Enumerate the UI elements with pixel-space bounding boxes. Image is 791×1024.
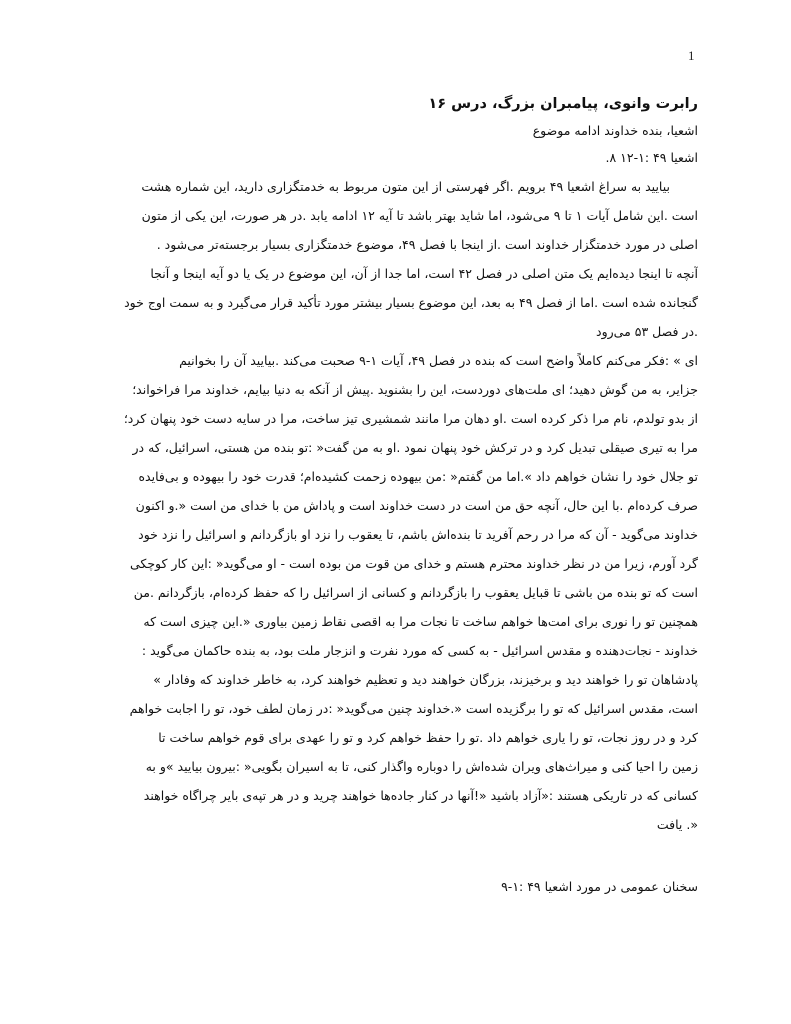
document-body <box>96 92 698 899</box>
text-line: کسانی که در تاریکی هستند :«آزاد باشید «!آنها در کنار جاده‌ها خواهند چرید و در هر تپه‌ی بایر چراگاه خواهند <box>143 788 698 803</box>
document-subtitle: اشعیا، بنده خداوند ادامه موضوع <box>532 123 698 138</box>
text-line: صرف کرده‌ام .با این حال، آنچه حق من است در دست خداوند است و پاداش من با خدای من است «.و اکنون <box>135 498 698 513</box>
section-heading: سخنان عمومی در مورد اشعیا ۴۹ :۱-۹ <box>501 879 698 894</box>
text-line: تو جلال خود را نشان خواهم داد ».اما من گفتم« :من بیهوده زحمت کشیده‌ام؛ قدرت خود را بیهوده و بی‌فایده <box>138 469 698 484</box>
text-line: اصلی در مورد خدمتگزار خداوند است .از اینجا با فصل ۴۹، موضوع خدمتگزاری بسیار برجسته‌تر می‌شود . <box>156 237 698 252</box>
paragraph-scripture-quote <box>96 346 698 839</box>
scripture-reference: اشعیا ۴۹ :۱-۱۲ ۸. <box>605 150 698 165</box>
text-line: گنجانده شده است .اما از فصل ۴۹ به بعد، این موضوع بسیار بیشتر مورد تأکید قرار می‌گیرد و به سمت اوج خود <box>124 295 698 310</box>
text-line: زمین را احیا کنی و میراث‌های ویران شده‌اش را دوباره واگذار کنی، تا به اسیران بگویی« :بیرون بیایید »و به <box>145 759 698 774</box>
text-line: ای » :فکر می‌کنم کاملاً واضح است که بنده در فصل ۴۹، آیات ۱-۹ صحبت می‌کند .بیایید آن را بخوانیم <box>179 353 698 368</box>
text-line: بیایید به سراغ اشعیا ۴۹ برویم .اگر فهرستی از این متون مربوط به خدمتگزاری دارید، این شماره هشت <box>141 179 670 194</box>
text-line: کرد و در روز نجات، تو را یاری خواهم داد .تو را حفظ خواهم کرد و تو را عهدی برای قوم خواهم ساخت تا <box>158 730 698 745</box>
text-line: گرد آورم، زیرا من در نظر خداوند محترم هستم و خدای من قوت من بوده است - او می‌گوید« :این کار کوچکی <box>130 556 698 571</box>
text-line: خداوند - نجات‌دهنده و مقدس اسرائیل - به کسی که مورد نفرت و انزجار ملت بود، به بنده حاکمان می‌گوید : <box>141 643 698 658</box>
text-line: است .این شامل آیات ۱ تا ۹ می‌شود، اما شاید بهتر باشد تا آیه ۱۲ ادامه یابد .در هر صورت، این یکی از متون <box>141 208 698 223</box>
text-line: «. یافت <box>656 817 698 832</box>
text-line: از بدو تولدم، نام مرا ذکر کرده است .او دهان مرا مانند شمشیری تیز ساخت، مرا در سایه دست خود پنهان کرد؛ <box>123 411 698 426</box>
text-line: همچنین تو را نوری برای امت‌ها خواهم ساخت تا نجات مرا به اقصی نقاط زمین بیاوری «.این چیزی است که <box>143 614 698 629</box>
text-line: .در فصل ۵۳ می‌رود <box>596 324 698 339</box>
text-line: پادشاهان تو را خواهند دید و برخیزند، بزرگان خواهند دید و تعظیم خواهند کرد، به خاطر خداوند که وفادار » <box>153 672 698 687</box>
page-number: 1 <box>688 48 695 63</box>
text-line: مرا به تیری صیقلی تبدیل کرد و در ترکش خود پنهان نمود .او به من گفت« :تو بنده من هستی، اسرائیل، که در <box>132 440 698 455</box>
text-line: جزایر، به من گوش دهید؛ ای ملت‌های دوردست، این را بشنوید .پیش از آنکه به دنیا بیایم، خداوند مرا فراخواند؛ <box>132 382 698 397</box>
text-line: است، مقدس اسرائیل که تو را برگزیده است «.خداوند چنین می‌گوید« :در زمان لطف خود، تو را اجابت خواهم <box>129 701 698 716</box>
text-line: است که تو بنده من باشی تا قبایل یعقوب را بازگردانم و کسانی از اسرائیل را که حفظ کرده‌ام، بازگردانم .من <box>133 585 698 600</box>
document-title: رابرت وانوی، پیامبران بزرگ، درس ۱۶ <box>428 96 698 112</box>
text-line: آنچه تا اینجا دیده‌ایم یک متن اصلی در فصل ۴۲ است، اما جدا از آن، این موضوع در یک یا دو آیه اینجا و آنجا <box>150 266 698 281</box>
paragraph-intro <box>96 172 698 346</box>
text-line: خداوند می‌گوید - آن که مرا در رحم آفرید تا بنده‌اش باشم، تا یعقوب را نزد او بازگردانم و اسرائیل را نزد خود <box>138 527 698 542</box>
